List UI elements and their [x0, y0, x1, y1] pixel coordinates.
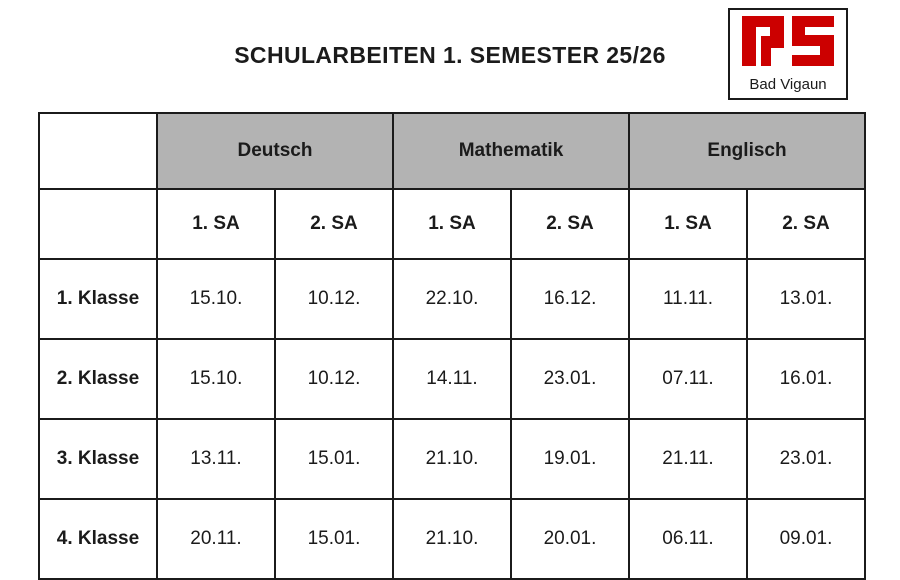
row-label-klasse-2: 2. Klasse: [39, 339, 157, 419]
cell-k2-mathematik-1: 14.11.: [393, 339, 511, 419]
exam-schedule-table-wrapper: [38, 112, 864, 580]
exam-header-englisch-2: 2. SA: [747, 189, 865, 259]
school-logo: [728, 8, 848, 100]
school-name-label: Bad Vigaun: [749, 76, 827, 93]
cell-k1-deutsch-2: 10.12.: [275, 259, 393, 339]
cell-k1-englisch-2: 13.01.: [747, 259, 865, 339]
cell-k3-mathematik-1: 21.10.: [393, 419, 511, 499]
subject-header-mathematik: Mathematik: [393, 113, 629, 189]
cell-k4-deutsch-2: 15.01.: [275, 499, 393, 579]
table-row: [39, 339, 865, 419]
table-row: [39, 259, 865, 339]
cell-k3-deutsch-1: 13.11.: [157, 419, 275, 499]
subject-header-englisch: Englisch: [629, 113, 865, 189]
cell-k4-mathematik-2: 20.01.: [511, 499, 629, 579]
cell-k1-deutsch-1: 15.10.: [157, 259, 275, 339]
table-corner-cell-secondary: [39, 189, 157, 259]
table-header-exams: [39, 189, 865, 259]
cell-k1-mathematik-1: 22.10.: [393, 259, 511, 339]
exam-header-englisch-1: 1. SA: [629, 189, 747, 259]
cell-k2-deutsch-1: 15.10.: [157, 339, 275, 419]
exam-header-deutsch-1: 1. SA: [157, 189, 275, 259]
cell-k2-englisch-1: 07.11.: [629, 339, 747, 419]
cell-k2-mathematik-2: 23.01.: [511, 339, 629, 419]
table-header-subjects: [39, 113, 865, 189]
exam-schedule-table: [38, 112, 866, 580]
page-title: SCHULARBEITEN 1. SEMESTER 25/26: [234, 42, 666, 68]
cell-k2-deutsch-2: 10.12.: [275, 339, 393, 419]
cell-k4-deutsch-1: 20.11.: [157, 499, 275, 579]
cell-k3-englisch-2: 23.01.: [747, 419, 865, 499]
exam-header-mathematik-2: 2. SA: [511, 189, 629, 259]
exam-header-mathematik-1: 1. SA: [393, 189, 511, 259]
cell-k2-englisch-2: 16.01.: [747, 339, 865, 419]
cell-k1-englisch-1: 11.11.: [629, 259, 747, 339]
ms-monogram-icon: [730, 10, 846, 70]
exam-header-deutsch-2: 2. SA: [275, 189, 393, 259]
table-row: [39, 419, 865, 499]
cell-k4-englisch-2: 09.01.: [747, 499, 865, 579]
cell-k3-deutsch-2: 15.01.: [275, 419, 393, 499]
table-row: [39, 499, 865, 579]
row-label-klasse-1: 1. Klasse: [39, 259, 157, 339]
cell-k1-mathematik-2: 16.12.: [511, 259, 629, 339]
subject-header-deutsch: Deutsch: [157, 113, 393, 189]
cell-k3-mathematik-2: 19.01.: [511, 419, 629, 499]
row-label-klasse-4: 4. Klasse: [39, 499, 157, 579]
cell-k4-mathematik-1: 21.10.: [393, 499, 511, 579]
table-corner-cell: [39, 113, 157, 189]
cell-k4-englisch-1: 06.11.: [629, 499, 747, 579]
row-label-klasse-3: 3. Klasse: [39, 419, 157, 499]
cell-k3-englisch-1: 21.11.: [629, 419, 747, 499]
